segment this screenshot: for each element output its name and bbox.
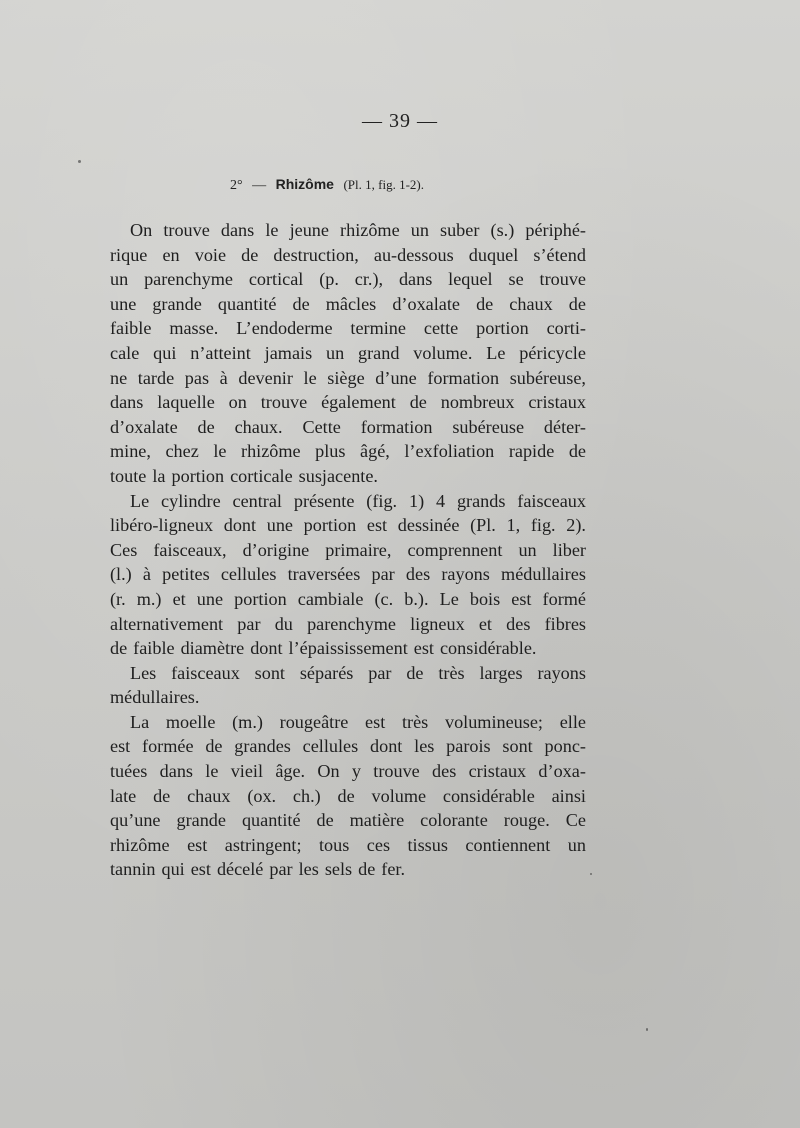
text-line: d’oxalate de chaux. Cette formation subéreuse déter- — [110, 416, 586, 437]
text-line: rhizôme est astringent; tous ces tissus contiennent un — [110, 834, 586, 855]
text-line: qu’une grande quantité de matière colorante rouge. Ce — [110, 810, 586, 831]
paragraph-first-line: La moelle (m.) rougeâtre est très volumineuse; elle — [130, 711, 586, 732]
text-line: Ces faisceaux, d’origine primaire, comprennent un liber — [110, 539, 586, 560]
text-line: de faible diamètre dont l’épaississement est considérable. — [110, 638, 537, 659]
text-line: tannin qui est décelé par les sels de fer. — [110, 859, 406, 880]
text-line: rique en voie de destruction, au-dessous duquel s’étend — [110, 244, 586, 265]
paragraph-first-line: On trouve dans le jeune rhizôme un suber (s.) périphé- — [130, 220, 586, 240]
section-number: 2° — [230, 178, 243, 193]
section-title: Rhizôme — [275, 176, 334, 192]
paragraph-first-line: Les faisceaux sont séparés par de très larges rayons — [130, 662, 586, 683]
text-line: (r. m.) et une portion cambiale (c. b.). Le bois est formé — [110, 588, 586, 609]
text-line: (l.) à petites cellules traversées par des rayons médullaires — [110, 564, 586, 585]
text-line: une grande quantité de mâcles d’oxalate de chaux de — [110, 293, 586, 314]
section-plate-reference: (Pl. 1, fig. 1-2). — [343, 177, 424, 192]
paper-speck — [646, 1028, 648, 1031]
page-number: — 39 — — [362, 110, 438, 132]
section-heading — [230, 176, 424, 194]
text-line: mine, chez le rhizôme plus âgé, l’exfoliation rapide de — [110, 441, 586, 462]
text-line: tuées dans le vieil âge. On y trouve des cristaux d’oxa- — [110, 761, 586, 782]
body-text — [110, 218, 586, 882]
text-line: ne tarde pas à devenir le siège d’une formation subéreuse, — [110, 367, 586, 388]
text-line: est formée de grandes cellules dont les parois sont ponc- — [110, 736, 586, 757]
text-line: late de chaux (ox. ch.) de volume considérable ainsi — [110, 785, 586, 806]
text-line: médullaires. — [110, 687, 200, 708]
text-line: alternativement par du parenchyme ligneux et des fibres — [110, 613, 586, 634]
text-line: dans laquelle on trouve également de nombreux cristaux — [110, 392, 586, 413]
section-dash: — — [252, 178, 267, 193]
paper-speck — [590, 873, 592, 875]
text-line: toute la portion corticale susjacente. — [110, 465, 378, 486]
text-line: cale qui n’atteint jamais un grand volume. Le péricycle — [110, 342, 586, 363]
text-line: libéro-ligneux dont une portion est dessinée (Pl. 1, fig. 2). — [110, 515, 586, 536]
paragraph-first-line: Le cylindre central présente (fig. 1) 4 grands faisceaux — [130, 490, 586, 511]
text-line: faible masse. L’endoderme termine cette portion corti- — [110, 318, 586, 339]
paper-speck — [78, 160, 81, 163]
text-line: un parenchyme cortical (p. cr.), dans lequel se trouve — [110, 269, 586, 290]
